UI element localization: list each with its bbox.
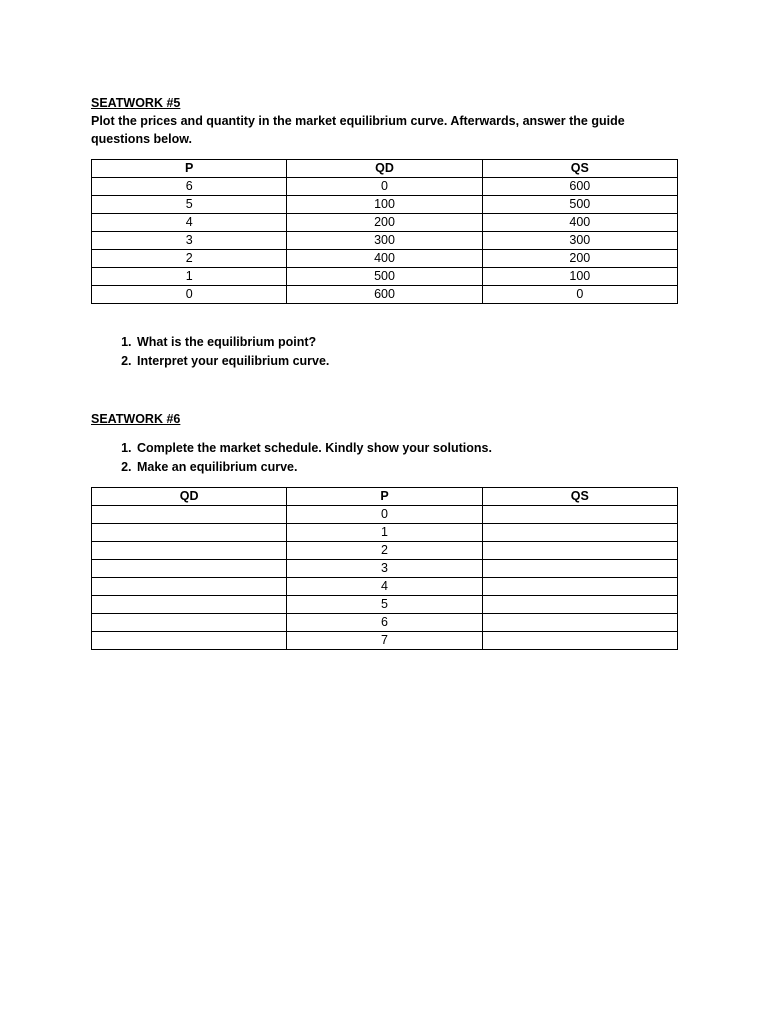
table-row (92, 596, 678, 614)
seatwork5-table-wrap (91, 159, 681, 304)
list-item: 1. Complete the market schedule. Kindly show your solutions. (135, 439, 681, 458)
cell-qd (92, 524, 287, 542)
table-row (92, 196, 678, 214)
cell-qs (482, 632, 677, 650)
cell-qs: 100 (482, 268, 677, 286)
cell-qs (482, 614, 677, 632)
column-header-qs: QS (482, 488, 677, 506)
cell-qd: 500 (287, 268, 482, 286)
cell-p: 0 (287, 506, 482, 524)
cell-qs (482, 596, 677, 614)
cell-p: 4 (287, 578, 482, 596)
cell-qd: 100 (287, 196, 482, 214)
table-row (92, 506, 678, 524)
cell-p: 1 (92, 268, 287, 286)
table-row (92, 232, 678, 250)
cell-qd: 600 (287, 286, 482, 304)
cell-qs: 300 (482, 232, 677, 250)
table-row (92, 286, 678, 304)
cell-qd: 0 (287, 178, 482, 196)
column-header-qs: QS (482, 160, 677, 178)
table-row (92, 542, 678, 560)
cell-p: 3 (92, 232, 287, 250)
cell-p: 2 (287, 542, 482, 560)
seatwork5-questions (91, 333, 681, 371)
seatwork5-section (91, 94, 681, 148)
table-row (92, 632, 678, 650)
table-header-row (92, 160, 678, 178)
cell-p: 4 (92, 214, 287, 232)
column-header-qd: QD (287, 160, 482, 178)
cell-qs: 500 (482, 196, 677, 214)
cell-qd (92, 506, 287, 524)
cell-p: 5 (287, 596, 482, 614)
cell-p: 6 (287, 614, 482, 632)
column-header-p: P (92, 160, 287, 178)
cell-p: 5 (92, 196, 287, 214)
table-row (92, 614, 678, 632)
cell-qd (92, 632, 287, 650)
cell-p: 2 (92, 250, 287, 268)
list-item: 2. Make an equilibrium curve. (135, 458, 681, 477)
seatwork5-heading: SEATWORK #5 (91, 96, 181, 110)
cell-qs: 600 (482, 178, 677, 196)
column-header-p: P (287, 488, 482, 506)
seatwork5-instruction: Plot the prices and quantity in the market equilibrium curve. Afterwards, answer the guide questions below. (91, 114, 625, 146)
seatwork6-section (91, 410, 681, 428)
cell-qs (482, 542, 677, 560)
seatwork6-heading: SEATWORK #6 (91, 412, 181, 426)
cell-qs (482, 578, 677, 596)
cell-qd: 300 (287, 232, 482, 250)
table-row (92, 578, 678, 596)
cell-p: 7 (287, 632, 482, 650)
cell-qs: 200 (482, 250, 677, 268)
cell-qd (92, 560, 287, 578)
table-row (92, 214, 678, 232)
seatwork5-table (91, 159, 678, 304)
table-row (92, 250, 678, 268)
cell-p: 1 (287, 524, 482, 542)
cell-qd: 400 (287, 250, 482, 268)
cell-p: 6 (92, 178, 287, 196)
seatwork6-table-wrap (91, 487, 681, 650)
table-row (92, 268, 678, 286)
cell-qd: 200 (287, 214, 482, 232)
question-list (91, 333, 681, 371)
cell-qd (92, 578, 287, 596)
table-row (92, 560, 678, 578)
cell-qs: 0 (482, 286, 677, 304)
cell-qd (92, 614, 287, 632)
cell-qs (482, 560, 677, 578)
instruction-list (91, 439, 681, 477)
cell-qs (482, 506, 677, 524)
cell-qs (482, 524, 677, 542)
column-header-qd: QD (92, 488, 287, 506)
cell-p: 0 (92, 286, 287, 304)
list-item: 1. What is the equilibrium point? (135, 333, 681, 352)
table-row (92, 524, 678, 542)
seatwork6-table (91, 487, 678, 650)
seatwork6-instructions (91, 439, 681, 477)
table-row (92, 178, 678, 196)
cell-qd (92, 596, 287, 614)
cell-qs: 400 (482, 214, 677, 232)
cell-p: 3 (287, 560, 482, 578)
cell-qd (92, 542, 287, 560)
list-item: 2. Interpret your equilibrium curve. (135, 352, 681, 371)
table-header-row (92, 488, 678, 506)
